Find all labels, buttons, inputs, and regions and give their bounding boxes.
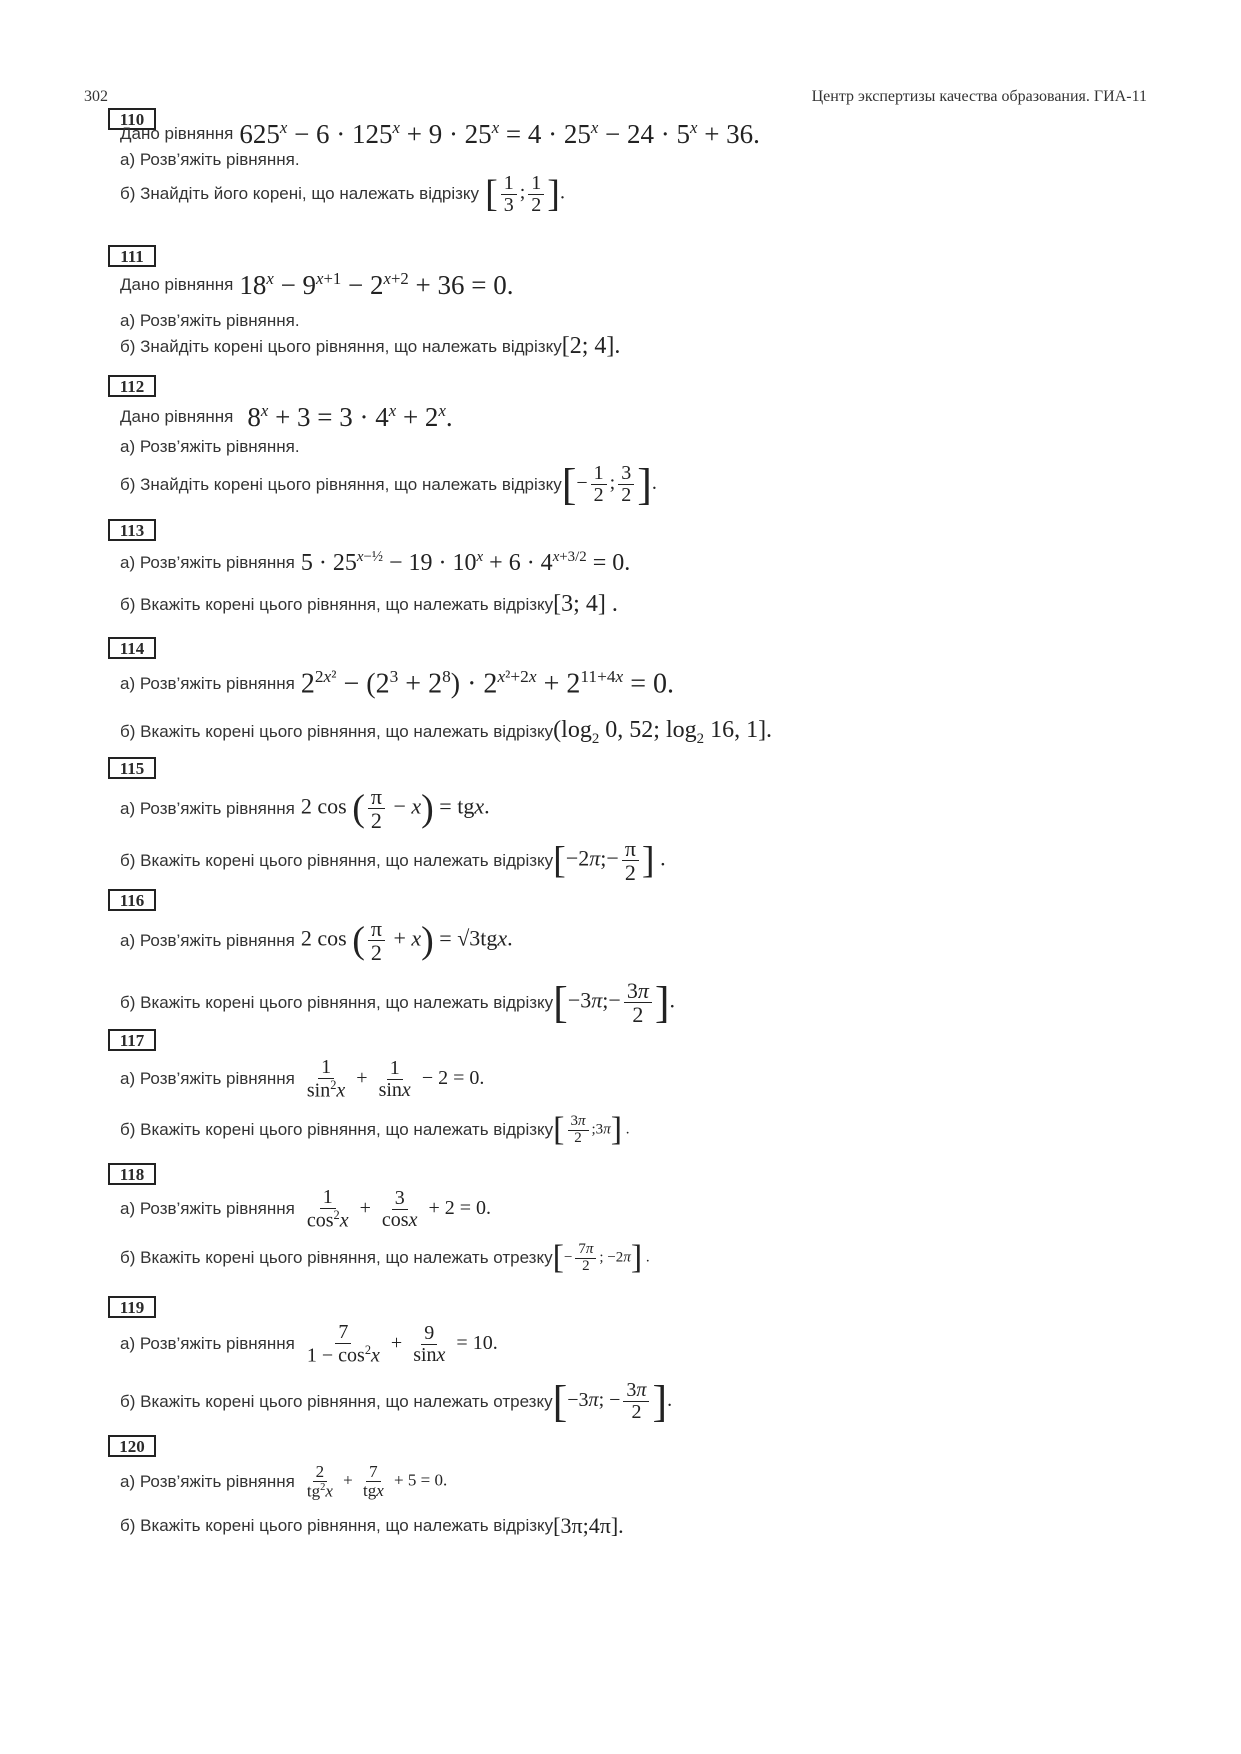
page-number: 302 xyxy=(84,88,108,105)
part-a: а) Розв’яжіть рівняння xyxy=(120,1334,295,1354)
part-a: а) Розв’яжіть рівняння xyxy=(120,798,295,818)
interval: [−2π;− $\frac{\pi}{2}$ ] . xyxy=(553,836,666,886)
part-b: б) Вкажіть корені цього рівняння, що належать отрезку xyxy=(120,1248,553,1267)
equation: $5 \cdot 25^{x-\frac{1}{2}} - 19 \cdot 10^x + 6 \cdot 4^{x+3/2} = 0$. xyxy=(300,549,631,576)
equation: $\frac{1}{\cos^2x}$ + $\frac{3}{\cos x}$ + 2 = 0. xyxy=(306,1186,492,1232)
interval: ($\log_2$ 0, 52; $\log_2 16$, 1]. xyxy=(553,717,773,747)
interval: [ $\frac{3\pi}{2}$ ;3π] . xyxy=(553,1111,630,1148)
interval: [− $\frac{7\pi}{2}$ ; −2π] . xyxy=(552,1239,650,1276)
given-label: Дано рівняння xyxy=(120,407,234,426)
given-label: Дано рівняння xyxy=(120,275,234,294)
equation: $2^{2x^2} - (2^3 + 2^8) \cdot 2^{x^2+2x} + 2^{11+4x} = 0$. xyxy=(300,667,675,700)
equation: $18^x - 9^{x+1} - 2^{x+2} + 36 = 0$. xyxy=(239,269,514,300)
task-number: 116 xyxy=(108,889,156,911)
part-b: б) Вкажіть корені цього рівняння, що належать відрізку xyxy=(120,850,554,870)
part-b: б) Вкажіть корені цього рівняння, що належать отрезку xyxy=(120,1391,553,1411)
part-a: а) Розв’яжіть рівняння xyxy=(120,930,295,950)
equation: $\frac{1}{\sin^2x}$ + $\frac{1}{\sin x}$ − 2 = 0. xyxy=(306,1056,485,1102)
task-number: 113 xyxy=(108,519,156,541)
equation: $\frac{2}{tg^2x}$ + $\frac{7}{\text{tgx}}$ + 5 = 0. xyxy=(306,1462,448,1501)
equation: 2 cos ( $\frac{\pi}{2}$ − x) = tgx. xyxy=(300,784,490,834)
interval: [ $\frac{1}{3}$ ; $\frac{1}{2}$ ]. xyxy=(485,171,565,216)
part-b: б) Знайдіть корені цього рівняння, що належать відрізку xyxy=(120,336,562,356)
part-a: а) Розв’яжіть рівняння xyxy=(120,1069,295,1089)
equation: $\frac{7}{1 - \cos^2x}$ + $\frac{9}{\sin x}$ = 10. xyxy=(306,1321,498,1367)
task-number: 110 xyxy=(108,108,156,130)
task-number: 119 xyxy=(108,1296,156,1318)
part-a: а) Розв’яжіть рівняння xyxy=(120,1471,295,1491)
task-number: 111 xyxy=(108,245,156,267)
part-a: а) Розв’яжіть рівняння. xyxy=(120,311,300,330)
interval: [3; 4] . xyxy=(553,591,618,617)
given-label: Дано рівняння xyxy=(120,124,234,143)
part-a: а) Розв’яжіть рівняння. xyxy=(120,437,300,456)
part-a: а) Розв’яжіть рівняння. xyxy=(120,150,300,169)
part-b: б) Вкажіть корені цього рівняння, що належать відрізку xyxy=(120,722,554,742)
task-number: 118 xyxy=(108,1163,156,1185)
equation: 2 cos ( $\frac{\pi}{2}$ + x) = √3tgx. xyxy=(300,916,513,966)
task-number: 114 xyxy=(108,637,156,659)
interval: [− $\frac{1}{2}$ ; $\frac{3}{2}$ ]. xyxy=(561,460,657,509)
equation: $8^x + 3 = 3 \cdot 4^x + 2^x$. xyxy=(247,401,453,432)
part-b: б) Вкажіть корені цього рівняння, що належать відрізку xyxy=(120,1120,554,1139)
task-number: 112 xyxy=(108,375,156,397)
part-b: б) Вкажіть корені цього рівняння, що належать відрізку xyxy=(120,1516,554,1535)
task-number: 117 xyxy=(108,1029,156,1051)
part-b: б) Знайдіть корені цього рівняння, що належать відрізку xyxy=(120,474,562,494)
part-a: а) Розв’яжіть рівняння xyxy=(120,1199,295,1219)
task-number: 120 xyxy=(108,1435,156,1457)
part-b: б) Знайдіть його корені, що належать відрізку xyxy=(120,184,480,203)
part-a: а) Розв’яжіть рівняння xyxy=(120,673,295,693)
interval: [−3π; − $\frac{3\pi}{2}$ ]. xyxy=(552,1377,673,1426)
interval: [2; 4]. xyxy=(561,333,621,359)
page-header-title: Центр экспертизы качества образования. ГИА-11 xyxy=(811,88,1147,105)
interval: [3π;4π]. xyxy=(553,1513,624,1538)
part-b: б) Вкажіть корені цього рівняння, що належать відрізку xyxy=(120,594,554,614)
interval: [−3π;− $\frac{3\pi}{2}$ ]. xyxy=(553,977,675,1027)
task-number: 115 xyxy=(108,757,156,779)
part-a: а) Розв’яжіть рівняння xyxy=(120,553,295,572)
equation: $625^x - 6 \cdot 125^x + 9 \cdot 25^x = 4 \cdot 25^x - 24 \cdot 5^x + 36$. xyxy=(239,118,760,149)
part-b: б) Вкажіть корені цього рівняння, що належать відрізку xyxy=(120,992,554,1012)
